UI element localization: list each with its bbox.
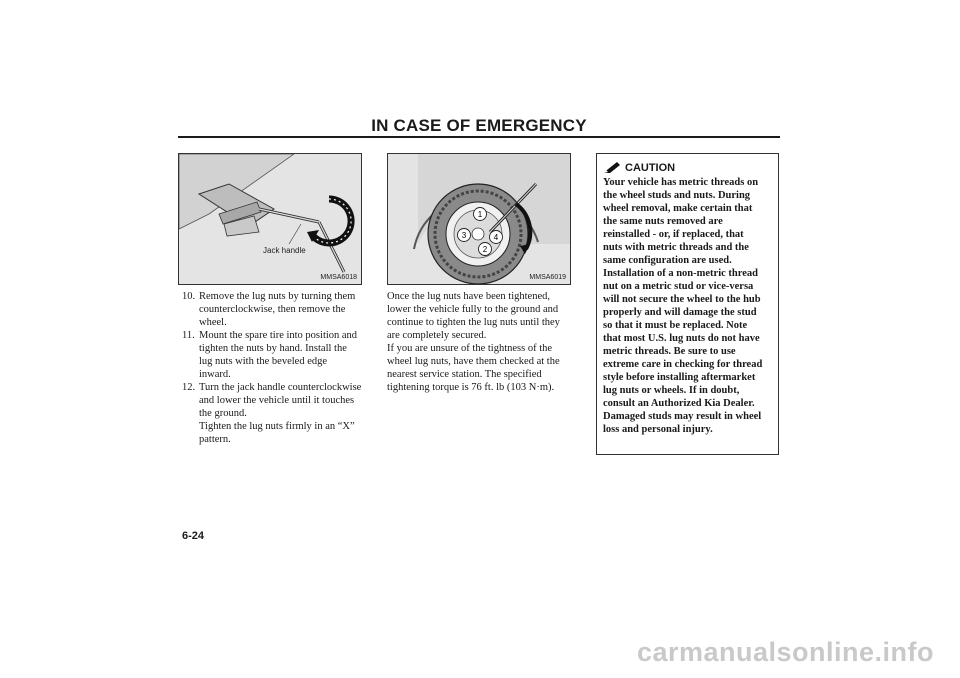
caution-header <box>603 162 772 174</box>
lug-number: 2 <box>482 245 488 254</box>
list-item: 10. Remove the lug nuts by turning them counterclockwise, then remove the wheel. <box>182 291 356 328</box>
list-item: 12. Turn the jack handle counterclockwise and lower the vehicle until it touches the ground. Tighten the lug nuts firmly in an “X” pattern. <box>182 382 362 445</box>
list-item: 11. Mount the spare tire into position and tighten the nuts by hand. Install the lug nuts with the beveled edge inward. <box>182 330 358 380</box>
wheel-lug-pattern-illustration <box>388 154 570 284</box>
watermark-link[interactable]: carmanualsonline.info <box>636 637 934 667</box>
jack-handle-illustration <box>179 154 361 284</box>
page-number: 6-24 <box>182 530 205 542</box>
caution-title: CAUTION <box>625 162 676 174</box>
header-rule <box>178 136 780 138</box>
page-title: IN CASE OF EMERGENCY <box>371 116 587 135</box>
figure-code: MMSA6018 <box>320 274 357 281</box>
figure-wheel-lug-pattern <box>387 153 571 285</box>
caution-box <box>596 153 779 455</box>
body-paragraph: Once the lug nuts have been tightened, lower the vehicle fully to the ground and continue to tighten the lug nuts until they are completely secured. If you are unsure of the tightness of the wheel lug nuts, have them checked at the nearest service station. The specified tightening torque is 76 ft. lb (103 N·m). <box>387 291 560 393</box>
lug-number: 1 <box>477 210 483 219</box>
steps-list <box>182 290 362 446</box>
lug-number: 4 <box>493 233 499 242</box>
lug-number: 3 <box>461 231 467 240</box>
figure-code: MMSA6019 <box>529 274 566 281</box>
figure-jack-handle <box>178 153 362 285</box>
caution-text: Your vehicle has metric threads on the wheel studs and nuts. During wheel removal, make certain that the same nuts removed are reinstalled - or, if replaced, that nuts with metric threads and the same configuration are used. Installation of a non-metric thread nut on a metric stud or vice-versa will not secure the wheel to the hub properly and will damage the stud so that it must be replaced. Note that most U.S. lug nuts do not have metric threads. Be sure to use extreme care in checking for thread style before installing aftermarket lug nuts or wheels. If in doubt, consult an Authorized Kia Dealer. Damaged studs may result in wheel loss and personal injury. <box>603 177 763 435</box>
jack-handle-label: Jack handle <box>263 246 306 255</box>
pencil-caution-icon <box>603 162 621 174</box>
